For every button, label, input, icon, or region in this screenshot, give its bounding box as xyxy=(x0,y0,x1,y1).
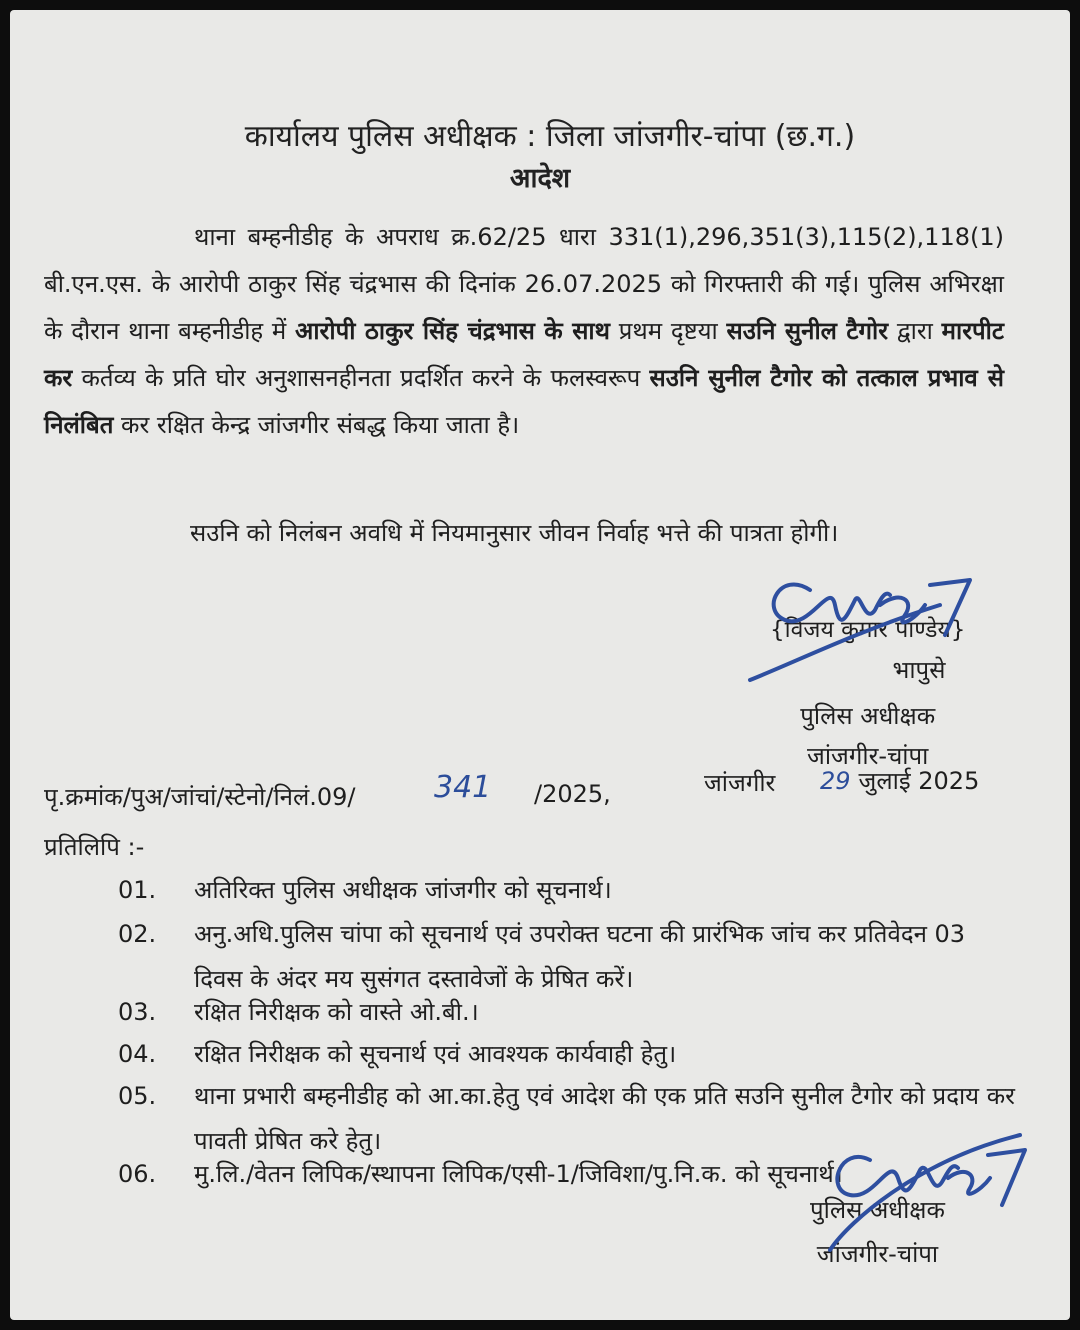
copy-item-number: 03. xyxy=(118,998,157,1026)
copy-item-text: रक्षित निरीक्षक को सूचनार्थ एवं आवश्यक कार्यवाही हेतु। xyxy=(194,1040,677,1068)
copy-item-text: रक्षित निरीक्षक को वास्ते ओ.बी.। xyxy=(194,998,479,1026)
allowance-paragraph: सउनि को निलंबन अवधि में नियमानुसार जीवन निर्वाह भत्ते की पात्रता होगी। xyxy=(190,519,839,547)
para-text: द्वारा xyxy=(888,317,942,345)
copy-item-number: 02. xyxy=(118,920,157,948)
reference-year: /2025, xyxy=(534,780,611,808)
reference-date xyxy=(820,764,979,797)
footer-signatory-district: जांजगीर-चांपा xyxy=(816,1240,939,1268)
reference-number: 341 xyxy=(434,770,492,805)
document-page xyxy=(10,10,1070,1320)
copy-label: प्रतिलिपि :- xyxy=(44,833,145,861)
copy-item-number: 01. xyxy=(118,876,157,904)
para-bold: सउनि सुनील टैगोर को तत्काल प्रभाव से निलंबित xyxy=(44,364,1004,439)
para-bold: मारपीट कर xyxy=(44,317,1004,392)
signatory-service: भापुसे xyxy=(892,656,946,684)
para-text: कर्तव्य के प्रति घोर अनुशासनहीनता प्रदर्शित करने के फलस्वरूप xyxy=(72,364,650,392)
copy-item-text: मु.लि./वेतन लिपिक/स्थापना लिपिक/एसी-1/जिविशा/पु.नि.क. को सूचनार्थ। xyxy=(194,1160,843,1188)
signatory-name: {विजय कुमार पाण्डेय} xyxy=(770,617,966,643)
reference-place: जांजगीर xyxy=(704,769,776,797)
copy-item-number: 05. xyxy=(118,1082,157,1110)
order-paragraph xyxy=(44,214,1004,449)
copy-item-text: अनु.अधि.पुलिस चांपा को सूचनार्थ एवं उपरोक्त घटना की प्रारंभिक जांच कर प्रतिवेदन 03 दिवस के अंदर मय सुसंगत दस्तावेजों के प्रेषित करें। xyxy=(194,920,966,993)
footer-signatory-designation: पुलिस अधीक्षक xyxy=(810,1196,945,1224)
signature-icon xyxy=(740,550,990,690)
reference-prefix: पृ.क्रमांक/पुअ/जांचां/स्टेनो/निलं.09/ xyxy=(44,783,356,811)
copy-item-number: 06. xyxy=(118,1160,157,1188)
office-heading: कार्यालय पुलिस अधीक्षक : जिला जांजगीर-चांपा (छ.ग.) xyxy=(244,119,856,154)
para-bold: सउनि सुनील टैगोर xyxy=(726,317,889,345)
copy-item-text: अतिरिक्त पुलिस अधीक्षक जांजगीर को सूचनार्थ। xyxy=(194,876,612,904)
copy-item-text: थाना प्रभारी बम्हनीडीह को आ.का.हेतु एवं आदेश की एक प्रति सउनि सुनील टैगोर को प्रदाय कर पावती प्रेषित करे हेतु। xyxy=(194,1082,1015,1155)
order-title: आदेश xyxy=(509,163,571,194)
signatory-district: जांजगीर-चांपा xyxy=(807,742,929,770)
signature-icon xyxy=(810,1120,1040,1260)
reference-day: 29 xyxy=(820,767,851,795)
para-text: कर रक्षित केन्द्र जांजगीर संबद्ध किया जाता है। xyxy=(113,411,520,439)
reference-month-year: जुलाई 2025 xyxy=(858,767,980,795)
para-text: थाना बम्हनीडीह के अपराध क्र.62/25 धारा 331(1),296,351(3),115(2),118(1) बी.एन.एस. के आरोपी ठाकुर सिंह चंद्रभास की दिनांक 26.07.2025 को गिरफ्तारी की गई। पुलिस अभिरक्षा के दौरान थाना बम्हनीडीह में xyxy=(44,223,1004,345)
signatory-designation: पुलिस अधीक्षक xyxy=(800,702,936,730)
copy-item-number: 04. xyxy=(118,1040,157,1068)
para-text: प्रथम दृष्टया xyxy=(609,317,727,345)
para-bold: आरोपी ठाकुर सिंह चंद्रभास के साथ xyxy=(295,317,610,345)
